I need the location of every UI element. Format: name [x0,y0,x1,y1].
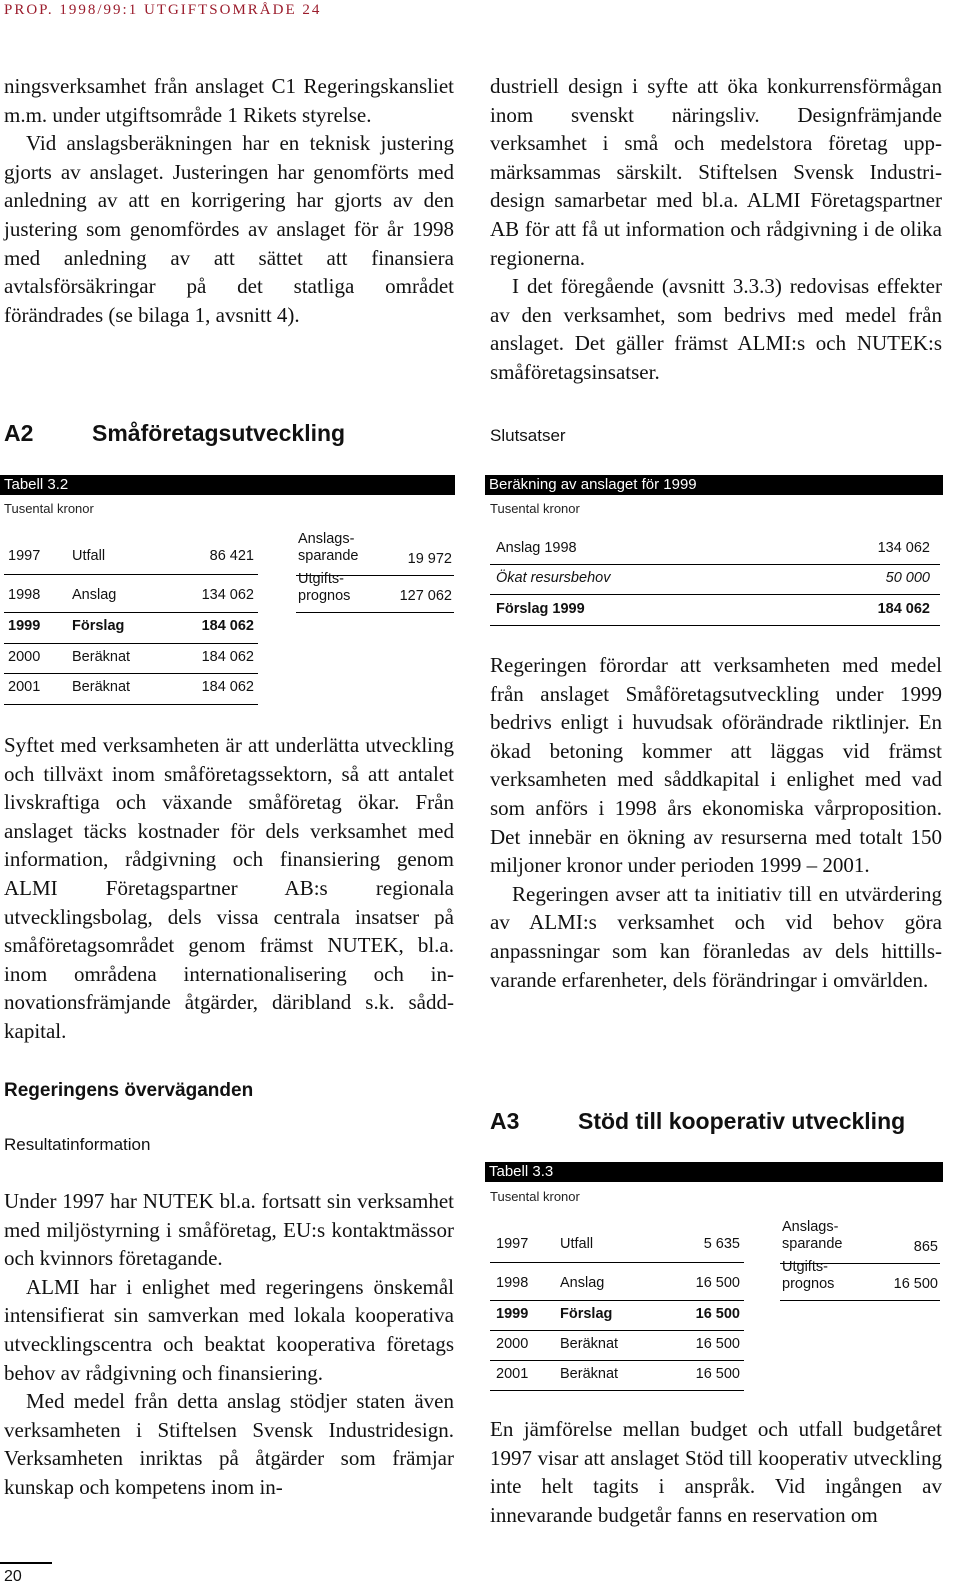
value-cell: 184 062 [201,679,254,695]
paragraph: Med medel från detta anslag stödjer staten även verksamheten i Stiftelsen Svensk Industridesign. Verksamheten inriktas på åtgärder som främjar kunskap och kompetens inom in- [4,1389,454,1499]
paragraph: Regeringen avser att ta initiativ till en utvärdering av ALMI:s verksamhet och vid behov göra anpassningar som kan föranledas av dels hittillsvarande erfarenheter, dels förändringar i omvärlden. [490,881,942,992]
year-cell: 2000 [8,649,41,665]
paragraph: I det föregående (avsnitt 3.3.3) redovisas effekter av den verksamhet, som bedrivs med medel från anslaget. Det gäller främst ALMI:s och NUTEK:s småföretagsinsatser. [490,274,942,384]
paragraph: dustriell design i syfte att öka konkurrensförmågan inom svenskt näringsliv. Designfrämjande verksamhet i små och medelstora företag uppmärksammas särskilt. Stiftelsen Svensk Industridesign samarbetar med bl.a. ALMI Företagspartner AB för att få ut information och rådgivning i de olika regionerna. [490,74,942,270]
table-row [496,570,936,590]
page-number-rule [0,1562,52,1564]
col1-intro [4,72,454,329]
kind-cell: Förslag [72,618,125,634]
paragraph: Regeringen förordar att verksamheten med medel från anslaget Småföretagsutveckling under 1999 bedrivs enligt i huvudsak oförändrade riktlinjer. En ökad betoning kommer att läggas vid främst verksamheten med såddkapital i enlighet med vad som anförs i 1998 års ekonomiska vårproposition. Det innebär en ökning av resurserna med totalt 150 miljoner kronor under perioden 1999 – 2001. [490,653,942,878]
value-cell: 134 062 [877,540,930,556]
year-cell: 2001 [8,679,41,695]
kind-cell: Anslag [72,587,117,603]
label-cell: Förslag 1999 [496,601,585,617]
divider [490,1360,744,1361]
col2-a2-text [490,651,942,994]
value-cell: 50 000 [885,570,930,586]
paragraph: Vid anslagsberäkningen har en teknisk justering gjorts av anslaget. Justeringen har genomförts med anledning av att en korrigering har gjorts av den justering som genomfördes av anslaget för år 1998 med anledning av att sättet att finansiera avtalsförsäkringar på det statliga området förändrades (se bilaga 1, avsnitt 4). [4,131,454,327]
year-cell: 1997 [496,1236,529,1252]
divider [4,673,258,674]
divider [4,643,258,644]
table-unit-33: Tusental kronor [490,1189,580,1204]
table-row [8,618,454,638]
table-row [496,1306,936,1326]
divider [4,704,258,705]
divider [490,1300,744,1301]
side-value: 19 972 [407,551,452,567]
table-row [496,1366,936,1386]
year-cell: 2001 [496,1366,529,1382]
value-cell: 86 421 [209,548,254,564]
kind-cell: Utfall [72,548,106,564]
value-cell: 16 500 [695,1275,740,1291]
section-title-a2: Småföretagsutveckling [92,420,346,446]
table-row [496,601,936,621]
col2-intro [490,72,942,387]
side-label: Anslags- sparande [782,1219,843,1252]
table-row [496,540,936,560]
table-row [8,679,454,699]
col2-bottom [490,1415,942,1529]
table-label-33: Tabell 3.3 [485,1162,943,1182]
side-label: Anslags- sparande [298,531,359,564]
col1-bottom [4,1187,454,1502]
side-label: Utgifts- prognos [782,1259,835,1292]
divider [4,612,258,613]
paragraph: ningsverksamhet från anslaget C1 Regeringskansliet m.m. under utgiftsområde 1 Rikets styrelse. [4,74,454,127]
divider [490,1390,744,1391]
divider [296,612,454,613]
heading-overvaganden: Regeringens överväganden [4,1080,254,1101]
kind-cell: Beräknat [72,649,131,665]
year-cell: 2000 [496,1336,529,1352]
value-cell: 16 500 [695,1306,740,1322]
heading-resultat: Resultatinformation [4,1135,151,1154]
year-cell: 1997 [8,548,41,564]
side-value: 16 500 [893,1276,938,1292]
kind-cell: Anslag [560,1275,605,1291]
kind-cell: Beräknat [72,679,131,695]
divider [4,574,258,575]
col1-a2-text [4,731,454,1046]
side-value: 127 062 [399,588,452,604]
kind-cell: Utfall [560,1236,594,1252]
value-cell: 134 062 [201,587,254,603]
running-header: PROP. 1998/99:1 UTGIFTSOMRÅDE 24 [4,2,322,18]
year-cell: 1998 [496,1275,529,1291]
paragraph: En jämförelse mellan budget och utfall budgetåret 1997 visar att anslaget Stöd till kooperativ utveckling inte helt tagits i anspråk. Vid ingången av innevarande budgetår fanns en reservation om [490,1417,942,1527]
value-cell: 184 062 [201,618,254,634]
year-cell: 1998 [8,587,41,603]
label-cell: Ökat resursbehov [496,570,611,586]
value-cell: 16 500 [695,1336,740,1352]
calc-table-unit: Tusental kronor [490,501,580,516]
value-cell: 16 500 [695,1366,740,1382]
section-code-a2: A2 [4,420,34,446]
section-code-a3: A3 [490,1108,520,1134]
year-cell: 1999 [496,1306,529,1322]
table-unit-32: Tusental kronor [4,501,94,516]
divider [780,1300,940,1301]
table-row [8,649,454,669]
side-label: Utgifts- prognos [298,571,351,604]
side-value: 865 [913,1239,938,1255]
value-cell: 184 062 [877,601,930,617]
divider [490,625,940,626]
page-number: 20 [4,1568,22,1585]
kind-cell: Beräknat [560,1336,619,1352]
paragraph: Syftet med verksamheten är att underlätta utveckling och tillväxt inom småföretagssektorn, så att antalet livskraftiga och växande småföretag ökar. Från anslaget täcks kostnader för dels verksamhet med information, rådgivning och finansiering genom ALMI Företagspartner AB:s regionala utvecklingsbolag, dels vissa centrala insatser på småföretagsområdet genom främst NUTEK, bl.a. inom områdena internationalisering och innovationsfrämjande åtgärder, däribland s.k. såddkapital. [4,733,454,1043]
value-cell: 5 635 [703,1236,740,1252]
divider [490,1262,744,1263]
calc-table-label: Beräkning av anslaget för 1999 [485,475,943,495]
slutsatser-heading: Slutsatser [490,426,566,445]
table-row [496,1336,936,1356]
kind-cell: Beräknat [560,1366,619,1382]
paragraph: ALMI har i enlighet med regeringens önskemål intensifierat sin samverkan med lokala kooperativa utvecklingscentra och beaktat kooperativa företags behov av rådgivning och finansiering. [4,1274,454,1385]
kind-cell: Förslag [560,1306,613,1322]
table-label-32: Tabell 3.2 [0,475,455,495]
year-cell: 1999 [8,618,41,634]
label-cell: Anslag 1998 [496,540,577,556]
paragraph: Under 1997 har NUTEK bl.a. fortsatt sin verksamhet med miljöstyrning i småföretag, EU:s kontaktmässor och kvinnors företagande. [4,1189,454,1271]
divider [490,1330,744,1331]
section-title-a3: Stöd till kooperativ utveckling [578,1108,906,1134]
divider [490,594,940,595]
divider [490,564,940,565]
value-cell: 184 062 [201,649,254,665]
